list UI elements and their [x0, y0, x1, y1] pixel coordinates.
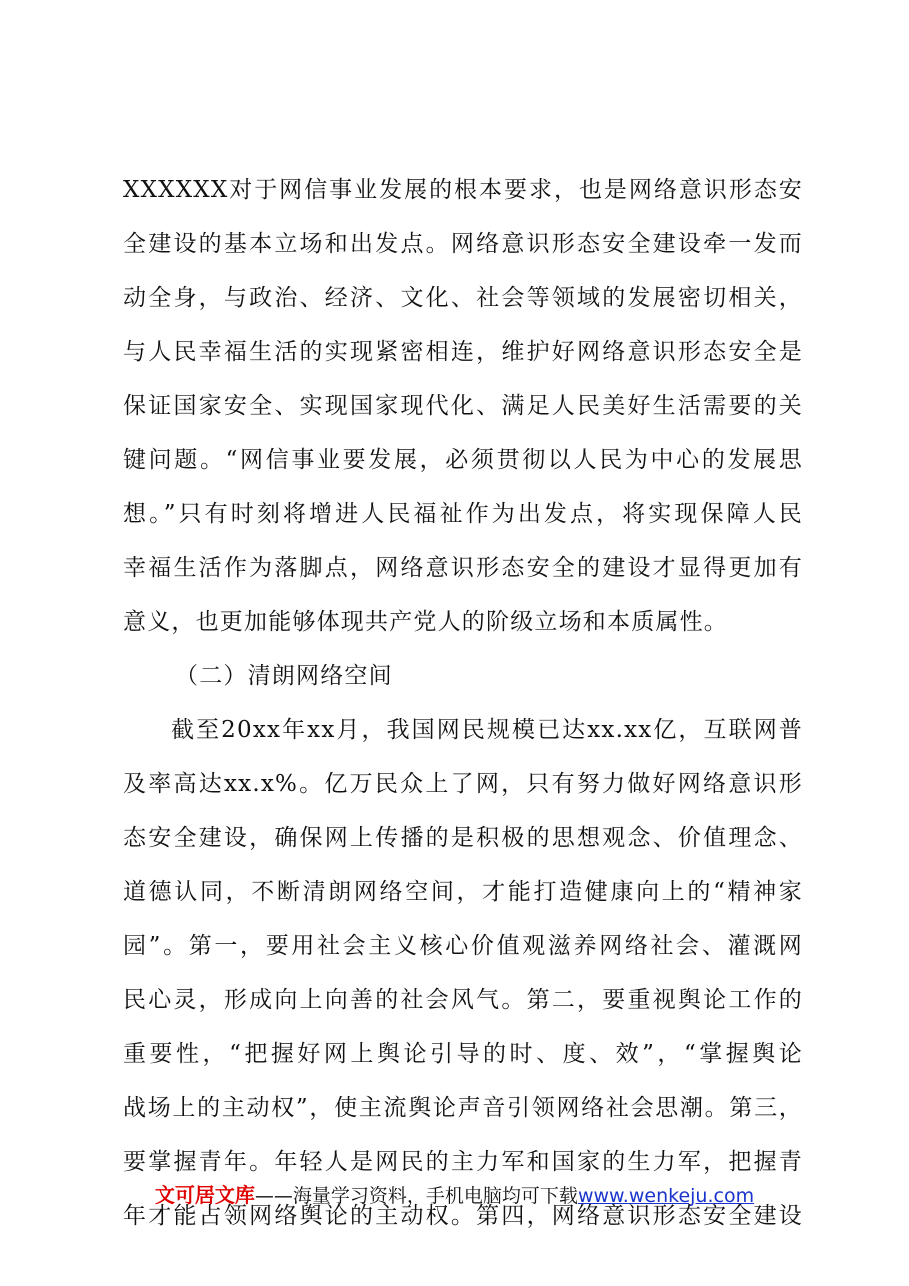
- body-line: 意义，也更加能够体现共产党人的阶级立场和本质属性。: [123, 609, 728, 635]
- body-line: 全建设的基本立场和出发点。网络意识形态安全建设牵一发而: [123, 231, 803, 257]
- body-line: 想。”只有时刻将增进人民福祉作为出发点，将实现保障人民: [123, 501, 803, 527]
- body-line: XXXXXX对于网信事业发展的根本要求，也是网络意识形态安: [123, 177, 803, 203]
- section-heading: （二）清朗网络空间: [175, 663, 393, 689]
- body-line: 及率高达xx.x%。亿万民众上了网，只有努力做好网络意识形: [123, 771, 803, 797]
- body-line: 幸福生活作为落脚点，网络意识形态安全的建设才显得更加有: [123, 555, 803, 581]
- document-body: [123, 163, 803, 1243]
- body-line: 园”。第一，要用社会主义核心价值观滋养网络社会、灌溉网: [123, 933, 803, 959]
- body-line: 年才能占领网络舆论的主动权。第四，网络意识形态安全建设: [123, 1203, 803, 1229]
- body-line: 民心灵，形成向上向善的社会风气。第二，要重视舆论工作的: [123, 987, 803, 1013]
- brand-name: 文可居文库: [154, 1183, 255, 1207]
- body-line: 保证国家安全、实现国家现代化、满足人民美好生活需要的关: [123, 393, 803, 419]
- body-line: 战场上的主动权”，使主流舆论声音引领网络社会思潮。第三，: [123, 1095, 803, 1121]
- body-line: 截至20xx年xx月，我国网民规模已达xx.xx亿，互联网普: [171, 717, 803, 743]
- body-line: 键问题。“网信事业要发展，必须贯彻以人民为中心的发展思: [123, 447, 803, 473]
- body-line: 重要性，“把握好网上舆论引导的时、度、效”，“掌握舆论: [123, 1041, 803, 1067]
- footer-banner: [0, 1180, 909, 1211]
- body-line: 态安全建设，确保网上传播的是积极的思想观念、价值理念、: [123, 825, 803, 851]
- footer-tagline: ——海量学习资料，手机电脑均可下载: [254, 1185, 578, 1207]
- body-line: 道德认同，不断清朗网络空间，才能打造健康向上的“精神家: [123, 879, 803, 905]
- body-line: 要掌握青年。年轻人是网民的主力军和国家的生力军，把握青: [123, 1149, 803, 1175]
- site-link[interactable]: www.wenkeju.com: [577, 1185, 755, 1207]
- body-line: 与人民幸福生活的实现紧密相连，维护好网络意识形态安全是: [123, 339, 803, 365]
- body-line: 动全身，与政治、经济、文化、社会等领域的发展密切相关，: [123, 285, 803, 311]
